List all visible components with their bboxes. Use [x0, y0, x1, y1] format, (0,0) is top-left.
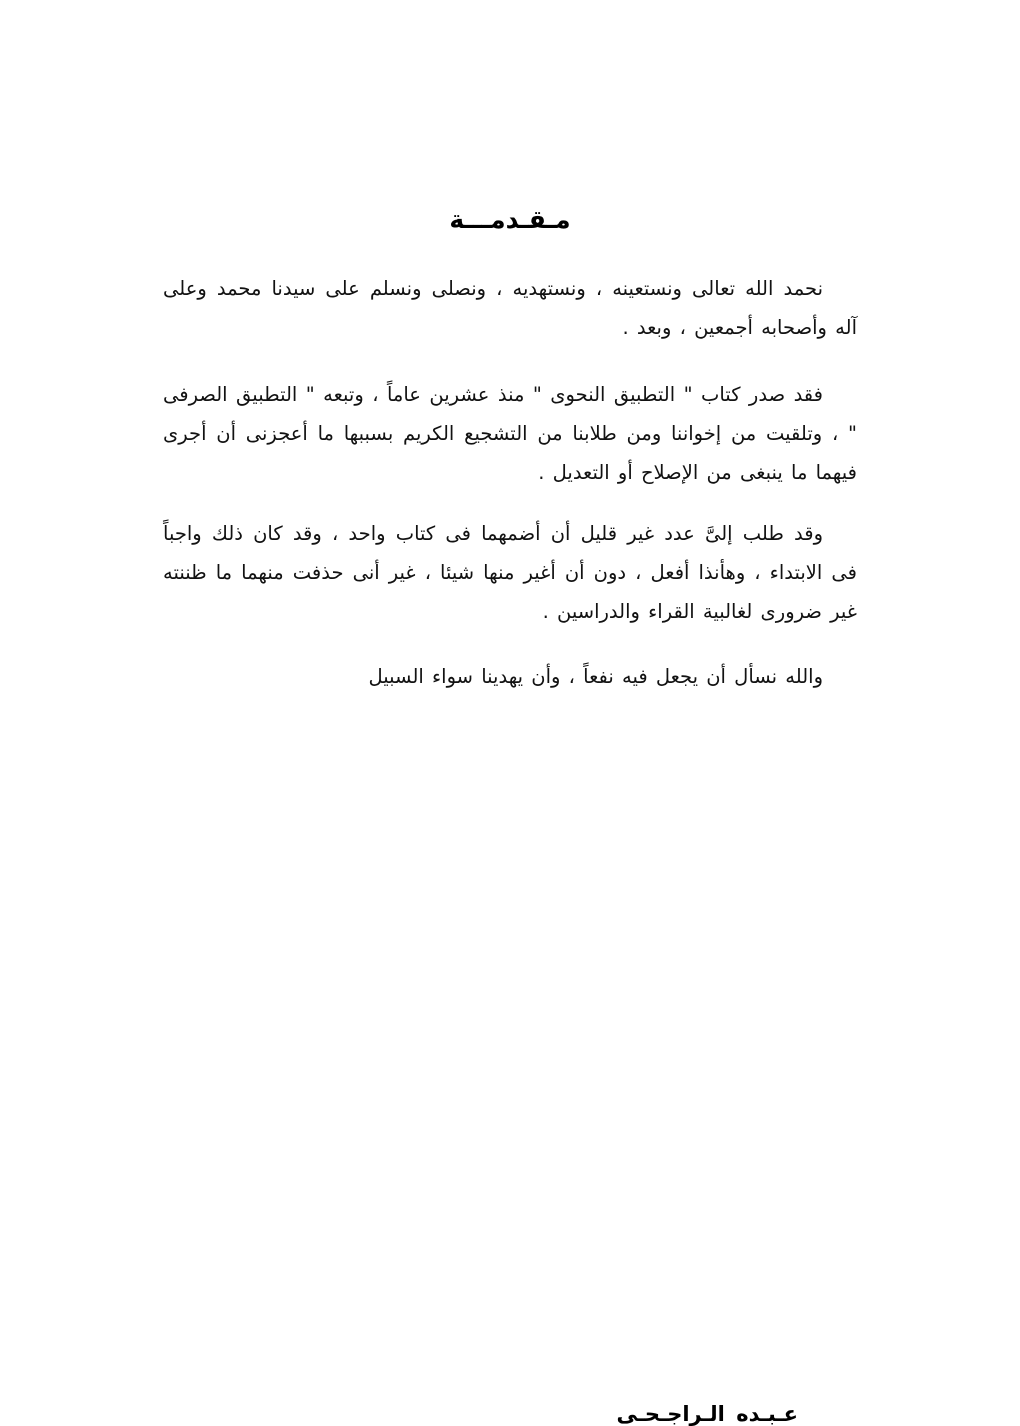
- document-content: [163, 205, 857, 1426]
- paragraph-closing-prayer: [163, 657, 857, 696]
- paragraph-greeting: نحمد الله تعالى ونستعينه ، ونستهديه ، ونصلى ونسلم على سيدنا محمد وعلى آله وأصحابه أجمعين ، وبعد .: [163, 277, 857, 339]
- paragraph-request-and-merge: وقد طلب إلىَّ عدد غير قليل أن أضمهما فى كتاب واحد ، وقد كان ذلك واجباً فى الابتداء ، وهأنذا أفعل ، دون أن أغير منها شيئا ، غير أنى حذفت منهما ما ظننته غير ضرورى لغالبية القراء والدراسين .: [163, 522, 857, 623]
- page-title: مـقـدمـــة: [449, 205, 571, 234]
- closing-prayer-text: والله نسأل أن يجعل فيه نفعاً ، وأن يهدينا سواء السبيل: [368, 665, 823, 688]
- paragraph-books-history: فقد صدر كتاب " التطبيق النحوى " منذ عشرين عاماً ، وتبعه " التطبيق الصرفى " ، وتلقيت من إخواننا ومن طلابنا من التشجيع الكريم بسببها ما أعجزنى أن أجرى فيهما ما ينبغى من الإصلاح أو التعديل .: [163, 383, 857, 484]
- author-signature: عـبـده الـراجـحـى: [616, 1402, 798, 1426]
- signature-area: [163, 696, 857, 1426]
- signature-block: [163, 1402, 857, 1426]
